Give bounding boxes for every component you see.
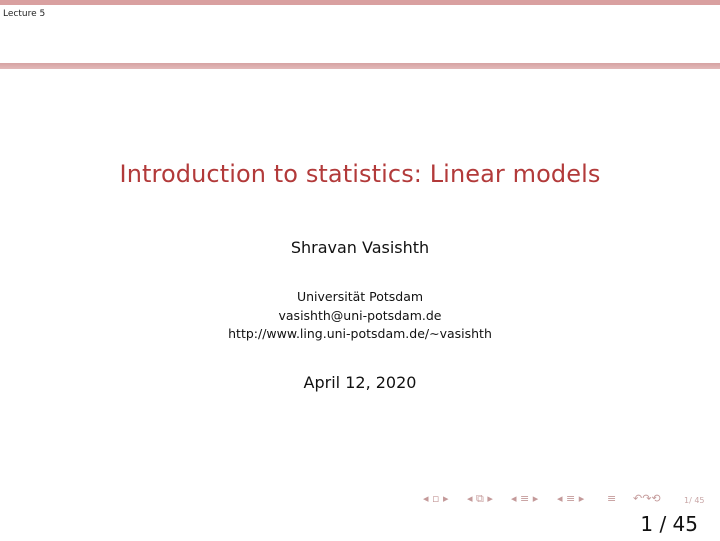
frame-prev-icon[interactable]: ◂ ⧉ ▸ <box>467 492 493 505</box>
header-decorative-rule <box>0 63 720 69</box>
author-email[interactable]: vasishth@uni-potsdam.de <box>278 307 442 323</box>
mini-page-indicator: 1/ 45 <box>684 496 705 505</box>
back-forward-icon[interactable]: ↶↷⟲ <box>633 492 661 505</box>
appendix-icon[interactable]: ≡ <box>607 492 617 505</box>
header-short-title: Lecture 5 <box>3 9 46 19</box>
presentation-date: April 12, 2020 <box>303 373 417 392</box>
section-prev-icon[interactable]: ◂ ≡ ▸ <box>557 492 585 505</box>
institution-name: Universität Potsdam <box>296 289 424 304</box>
page-number: 1 / 45 <box>640 512 698 536</box>
beamer-navigation-bar <box>423 492 683 506</box>
title-block <box>0 160 720 188</box>
presentation-title: Introduction to statistics: Linear models <box>119 160 601 188</box>
subsection-prev-icon[interactable]: ◂ ≡ ▸ <box>511 492 539 505</box>
author-homepage-link[interactable]: http://www.ling.uni-potsdam.de/∼vasishth <box>228 326 492 341</box>
author-affiliation <box>0 288 720 344</box>
top-decorative-rule <box>0 0 720 5</box>
frame-first-icon[interactable]: ◂ ▫ ▸ <box>423 492 449 505</box>
author-name: Shravan Vasishth <box>290 238 430 257</box>
